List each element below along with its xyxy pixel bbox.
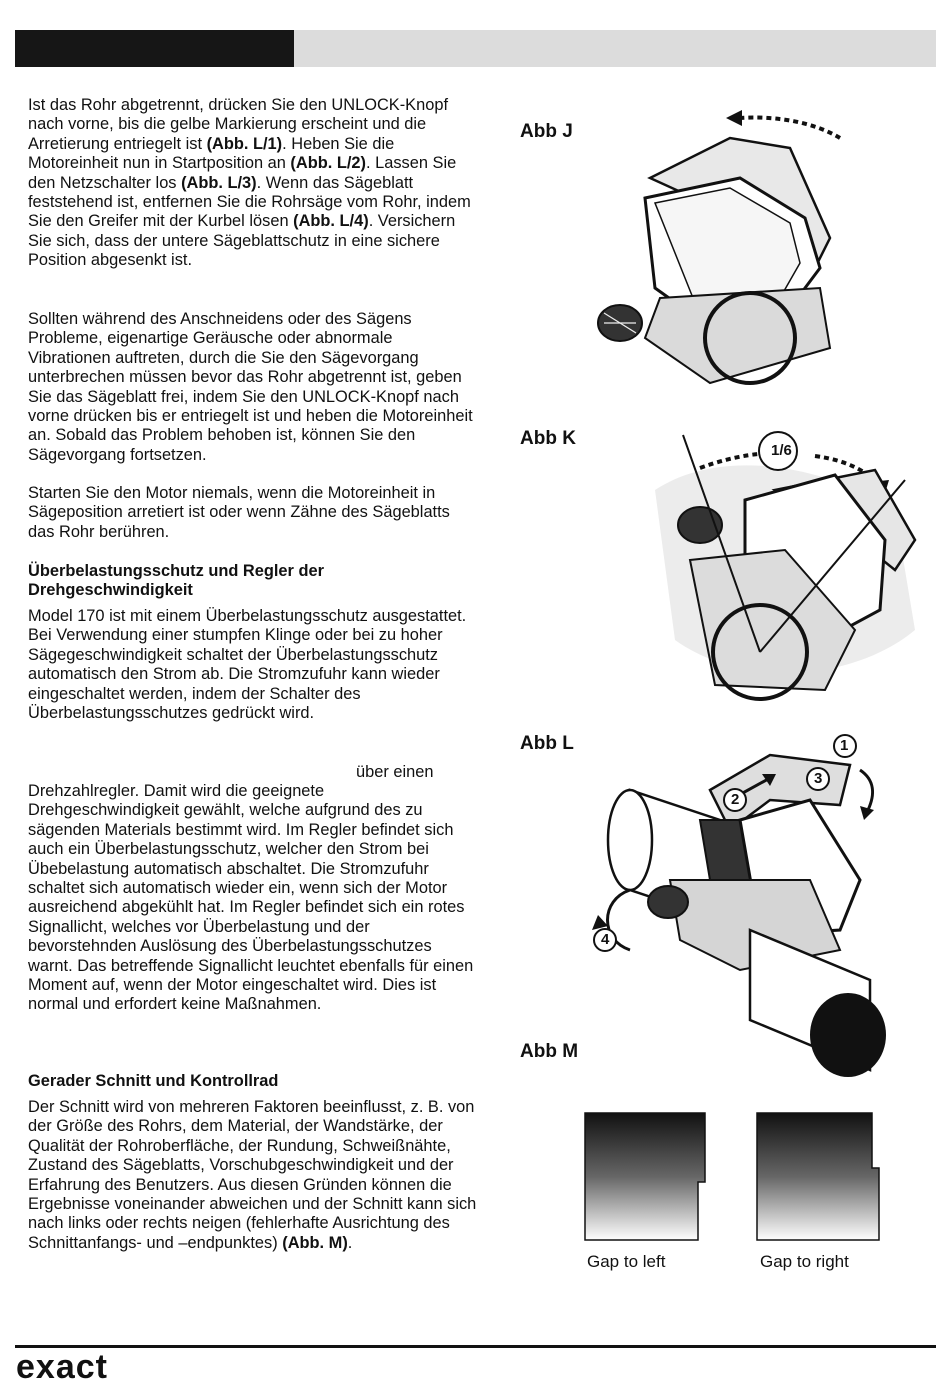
figure-label-abb-m: Abb M	[520, 1041, 579, 1062]
pipe-saw-illustration-abb-k	[595, 430, 935, 710]
gap-right-label: Gap to right	[760, 1252, 849, 1271]
figure-label-abb-l: Abb L	[520, 733, 574, 754]
paragraph-overload: Model 170 ist mit einem Überbelastungsschutz ausgestattet. Bei Verwendung einer stumpfen Klinge oder bei zu hoher Sägegeschwindigkeit schaltet der Überbelastungsschutz automatisch den Strom ab. Die Stromzufuhr kann wieder eingeschaltet werden, indem der Schalter des Überbelastungsschutzes gedrückt wird.	[28, 607, 467, 723]
callout-2-abb-l: 2	[731, 791, 740, 808]
paragraph-problems: Sollten während des Anschneidens oder des Sägens Probleme, eigenartige Geräusche oder abnormale Vibrationen auftreten, durch die Sie den Sägevorgang unterbrechen müssen bevor das Rohr abgetrennt ist, geben Sie das Sägeblatt frei, indem Sie den UNLOCK-Knopf nach vorne drücken bis er entriegelt ist und heben die Motoreinheit an. Sobald das Problem behoben ist, können Sie den Sägevorgang fortsetzen.	[28, 310, 473, 464]
callout-1-abb-l: 1	[840, 737, 849, 754]
callout-3-abb-l: 3	[814, 770, 823, 787]
paragraph-start-warning: Starten Sie den Motor niemals, wenn die Motoreinheit in Sägeposition arretiert ist oder wenn Zähne des Sägeblatts das Rohr berühren.	[28, 484, 450, 541]
heading-straight-cut: Gerader Schnitt und Kontrollrad	[28, 1072, 279, 1090]
fraction-callout-abb-k: 1/6	[771, 442, 792, 459]
brand-logo: exact	[16, 1348, 108, 1386]
heading-overload: Überbelastungsschutz und Regler der Drehgeschwindigkeit	[28, 562, 324, 600]
gap-right-diagram	[756, 1112, 880, 1242]
callout-4-abb-l: 4	[601, 931, 610, 948]
figure-label-abb-j: Abb J	[520, 121, 573, 142]
paragraph-unlock: Ist das Rohr abgetrennt, drücken Sie den UNLOCK-Knopf nach vorne, bis die gelbe Markierung erscheint und die Arretierung entriegelt ist (Abb. L/1). Heben Sie die Motoreinheit nun in Startposition an (Abb. L/2). Lassen Sie den Netzschalter los (Abb. L/3). Wenn das Sägeblatt feststehend ist, entfernen Sie die Rohrsäge vom Rohr, indem Sie den Greifer mit der Kurbel lösen (Abb. L/4). Versichern Sie sich, dass der untere Sägeblattschutz in eine sichere Position abgesenkt ist.	[28, 96, 471, 270]
figure-label-abb-k: Abb K	[520, 428, 576, 449]
paragraph-regulator: Drehzahlregler. Damit wird die geeignete Drehgeschwindigkeit gewählt, welche aufgrund des zu sägenden Materials bestimmt wird. Im Regler befindet sich auch ein Überbelastungsschutz, welcher den Strom bei Übebelastung automatisch abschaltet. Die Stromzufuhr schaltet sich automatisch wieder ein, wenn sich der Motor ausreichend abgekühlt hat. Im Regler befindet sich ein rotes Signallicht, welches vor Überbelastung und der bevorstehnden Auslösung des Überbelastungsschutzes warnt. Das betreffende Signallicht leuchtet ebenfalls für einen Moment auf, wenn der Motor eingeschaltet wird. Dies ist normal und erfordert keine Maßnahmen.	[28, 782, 474, 1014]
paragraph-regulator-first: über einen	[356, 763, 434, 781]
pipe-saw-illustration-abb-l	[590, 730, 900, 1090]
footer-divider	[15, 1345, 936, 1348]
gap-left-diagram	[584, 1112, 708, 1242]
gap-left-label: Gap to left	[587, 1252, 666, 1271]
pipe-saw-illustration-abb-j	[590, 108, 890, 398]
header-bar-dark	[15, 30, 294, 67]
paragraph-straight-cut: Der Schnitt wird von mehreren Faktoren beeinflusst, z. B. von der Größe des Rohrs, dem Material, der Wandstärke, der Qualität der Rohroberfläche, der Rundung, Schweißnähte, Zustand des Sägeblatts, Vorschubgeschwindigkeit und der Erfahrung des Benutzers. Aus diesen Gründen können die Ergebnisse voneinander abweichen und der Schnitt kann sich nach links oder rechts neigen (fehlerhafte Ausrichtung des Schnittanfangs- und –endpunktes) (Abb. M).	[28, 1098, 477, 1252]
header-bar-light	[294, 30, 936, 67]
